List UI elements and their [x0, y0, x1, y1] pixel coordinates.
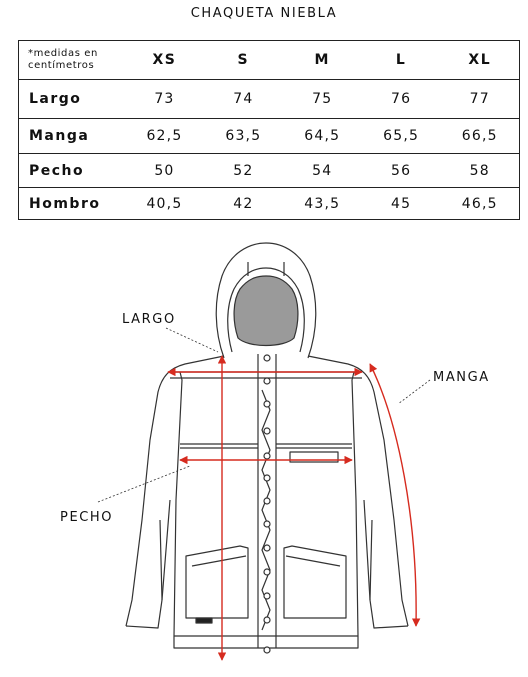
- size-header: L: [362, 41, 441, 80]
- page-title: CHAQUETA NIEBLA: [190, 6, 338, 21]
- button-snap: [264, 545, 270, 551]
- size-header: M: [283, 41, 362, 80]
- button-snap: [264, 378, 270, 384]
- pecho-label: PECHO: [60, 510, 114, 525]
- size-header: S: [204, 41, 283, 80]
- size-header: XL: [441, 41, 520, 80]
- largo-leader: [166, 328, 218, 352]
- button-snap: [264, 569, 270, 575]
- table-cell: 77: [441, 80, 520, 119]
- table-cell: 73: [125, 80, 204, 119]
- left-pocket-flap: [192, 556, 246, 566]
- row-label: Hombro: [19, 188, 126, 220]
- row-label: Largo: [19, 80, 126, 119]
- manga-label: MANGA: [433, 370, 490, 385]
- hood-seam: [248, 262, 284, 276]
- table-cell: 75: [283, 80, 362, 119]
- table-cell: 43,5: [283, 188, 362, 220]
- button-snap: [264, 428, 270, 434]
- button-snap: [264, 521, 270, 527]
- measurement-arrows: [168, 356, 416, 660]
- table-header-row: [19, 41, 520, 80]
- button-snap: [264, 617, 270, 623]
- table-cell: 50: [125, 154, 204, 188]
- table-cell: 52: [204, 154, 283, 188]
- table-cell: 45: [362, 188, 441, 220]
- row-label: Manga: [19, 119, 126, 154]
- button-snap: [264, 647, 270, 653]
- table-row: [19, 154, 520, 188]
- hem-band: [174, 636, 358, 648]
- table-cell: 62,5: [125, 119, 204, 154]
- table-cell: 64,5: [283, 119, 362, 154]
- size-table: [18, 40, 520, 220]
- table-cell: 74: [204, 80, 283, 119]
- table-cell: 65,5: [362, 119, 441, 154]
- button-snap: [264, 498, 270, 504]
- button-snap: [264, 401, 270, 407]
- table-cell: 56: [362, 154, 441, 188]
- manga-leader: [398, 380, 430, 404]
- button-snap: [264, 453, 270, 459]
- right-shoulder-line: [308, 356, 408, 626]
- table-row: [19, 80, 520, 119]
- table-cell: 63,5: [204, 119, 283, 154]
- table-cell: 66,5: [441, 119, 520, 154]
- size-header: XS: [125, 41, 204, 80]
- button-snap: [264, 475, 270, 481]
- table-row: [19, 119, 520, 154]
- brand-tag: [196, 618, 212, 623]
- largo-label: LARGO: [122, 312, 176, 327]
- table-cell: 54: [283, 154, 362, 188]
- table-cell: 46,5: [441, 188, 520, 220]
- jacket-diagram: [0, 228, 528, 677]
- left-sleeve-cuff: [126, 500, 170, 628]
- row-label: Pecho: [19, 154, 126, 188]
- right-pocket-flap: [286, 556, 340, 566]
- button-snap: [264, 593, 270, 599]
- table-cell: 76: [362, 80, 441, 119]
- table-cell: 42: [204, 188, 283, 220]
- table-row: [19, 188, 520, 220]
- jacket-outline: [126, 243, 408, 648]
- button-snap: [264, 355, 270, 361]
- table-note: *medidas en centímetros: [19, 41, 126, 80]
- hood-opening: [234, 276, 298, 346]
- table-cell: 40,5: [125, 188, 204, 220]
- table-cell: 58: [441, 154, 520, 188]
